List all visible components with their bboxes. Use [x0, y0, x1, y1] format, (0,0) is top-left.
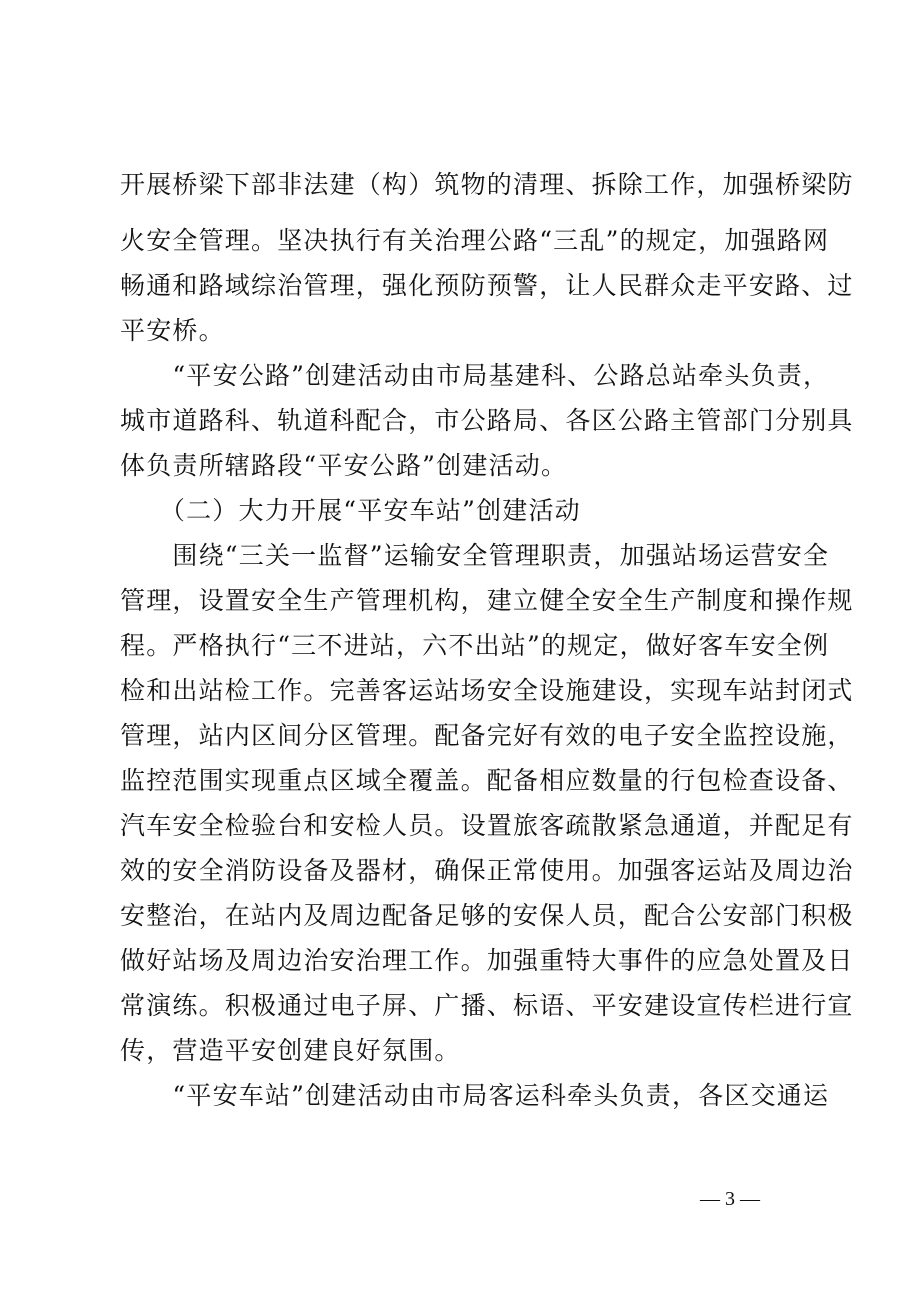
section-heading: （二）大力开展“平安车站”创建活动 — [120, 496, 581, 525]
text-line: 管理，设置安全生产管理机构，建立健全安全生产制度和操作规 — [120, 586, 854, 615]
text-line: 开展桥梁下部非法建（构）筑物的清理、拆除工作，加强桥梁防 — [120, 170, 854, 199]
text-line: 体负责所辖路段“平安公路”创建活动。 — [120, 451, 568, 480]
text-line: “平安车站”创建活动由市局客运科牵头负责，各区交通运 — [120, 1081, 830, 1110]
text-line: 城市道路科、轨道科配合，市公路局、各区公路主管部门分别具 — [120, 406, 854, 435]
text-line: 畅通和路域综治管理，强化预防预警，让人民群众走平安路、过 — [120, 271, 854, 300]
page-number: — 3 — — [700, 1188, 760, 1210]
text-line: 安整治，在站内及周边配备足够的安保人员，配合公安部门积极 — [120, 901, 854, 930]
text-line: 传，营造平安创建良好氛围。 — [120, 1036, 461, 1065]
text-line: 围绕“三关一监督”运输安全管理职责，加强站场运营安全 — [120, 541, 830, 570]
text-line: 程。严格执行“三不进站，六不出站”的规定，做好客车安全例 — [120, 631, 830, 660]
text-line: 监控范围实现重点区域全覆盖。配备相应数量的行包检查设备、 — [120, 766, 854, 795]
text-line: 常演练。积极通过电子屏、广播、标语、平安建设宣传栏进行宣 — [120, 991, 854, 1020]
text-line: 火安全管理。坚决执行有关治理公路“三乱”的规定，加强路网 — [120, 226, 830, 255]
text-line: 效的安全消防设备及器材，确保正常使用。加强客运站及周边治 — [120, 856, 854, 885]
text-line: 检和出站检工作。完善客运站场安全设施建设，实现车站封闭式 — [120, 676, 854, 705]
text-line: 管理，站内区间分区管理。配备完好有效的电子安全监控设施， — [120, 721, 854, 750]
text-line: 做好站场及周边治安治理工作。加强重特大事件的应急处置及日 — [120, 946, 854, 975]
text-line: “平安公路”创建活动由市局基建科、公路总站牵头负责， — [120, 361, 830, 390]
text-line: 汽车安全检验台和安检人员。设置旅客疏散紧急通道，并配足有 — [120, 811, 854, 840]
text-line: 平安桥。 — [120, 316, 225, 345]
